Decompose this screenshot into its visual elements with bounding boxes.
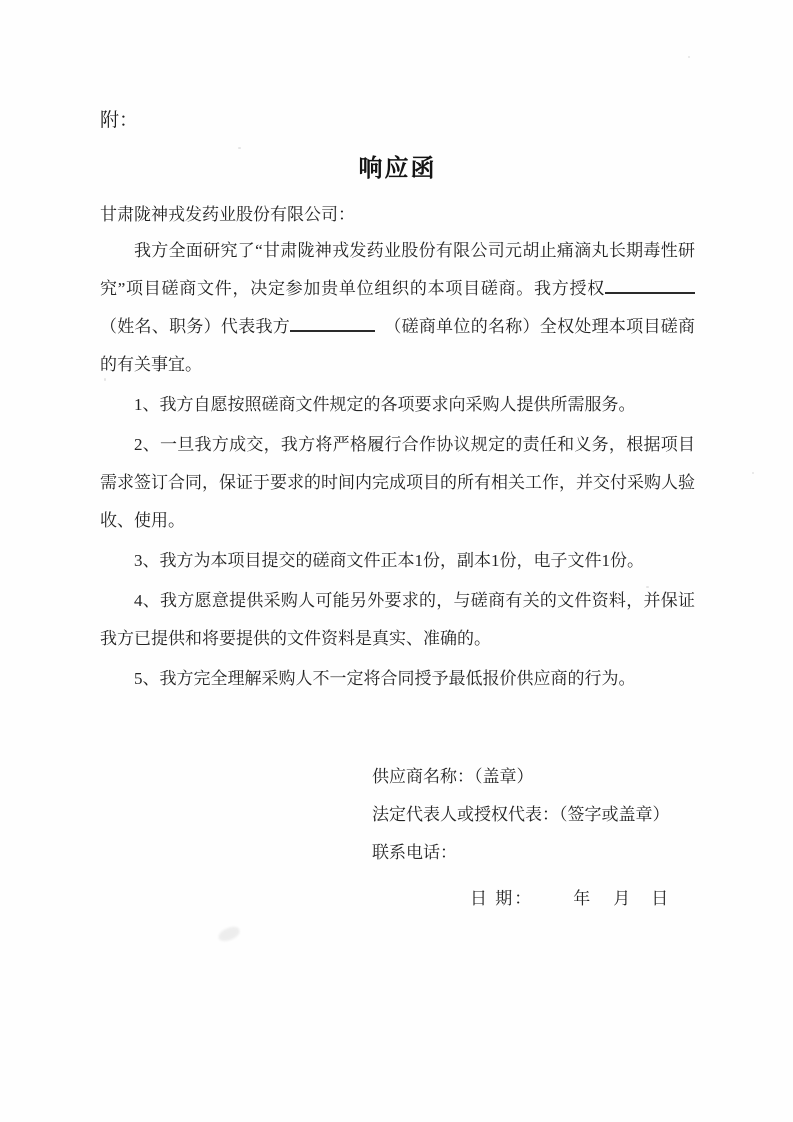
scan-speck bbox=[361, 643, 363, 645]
supplier-name-line: 供应商名称：（盖章） bbox=[372, 767, 534, 786]
date-label: 日 期： bbox=[470, 889, 534, 908]
legal-representative-line: 法定代表人或授权代表：（签字或盖章） bbox=[372, 805, 670, 824]
list-item-4: 4、我方愿意提供采购人可能另外要求的，与磋商有关的文件资料，并保证我方已提供和将要提供的文件资料是真实、准确的。 bbox=[100, 591, 695, 648]
intro-paragraph bbox=[100, 232, 695, 384]
contact-phone-line: 联系电话： bbox=[372, 843, 457, 862]
scan-speck bbox=[646, 586, 649, 588]
scan-smudge bbox=[217, 925, 242, 943]
document-title: 响应函 bbox=[358, 155, 437, 182]
list-item-2: 2、一旦我方成交，我方将严格履行合作协议规定的责任和义务，根据项目需求签订合同，保证于要求的时间内完成项目的所有相关工作，并交付采购人验收、使用。 bbox=[100, 435, 695, 530]
signature-block bbox=[372, 758, 695, 872]
scan-speck bbox=[238, 147, 241, 149]
scan-speck bbox=[688, 56, 690, 58]
date-year-label: 年 bbox=[573, 889, 593, 908]
addressee-line: 甘肃陇神戎发药业股份有限公司： bbox=[100, 205, 355, 224]
blank-supplier-name bbox=[290, 316, 375, 332]
scan-speck bbox=[520, 252, 522, 254]
intro-text-after-blank2: （磋商单位的名称）全权处理本项目磋商的有关事宜。 bbox=[100, 317, 696, 374]
document-content bbox=[100, 0, 695, 918]
blank-authorized-person bbox=[605, 278, 695, 294]
list-item-3: 3、我方为本项目提交的磋商文件正本1份，副本1份，电子文件1份。 bbox=[134, 551, 644, 570]
intro-text-before-blank1: 我方全面研究了“甘肃陇神戎发药业股份有限公司元胡止痛滴丸长期毒性研究”项目磋商文件，决定参加贵单位组织的本项目磋商。我方授权 bbox=[100, 241, 695, 298]
date-month-label: 月 bbox=[613, 889, 633, 908]
list-item-5: 5、我方完全理解采购人不一定将合同授予最低报价供应商的行为。 bbox=[134, 669, 636, 688]
date-day-label: 日 bbox=[651, 889, 671, 908]
date-line bbox=[470, 880, 695, 918]
scan-speck bbox=[104, 378, 106, 381]
scan-speck bbox=[752, 472, 754, 474]
attachment-label: 附： bbox=[100, 110, 139, 131]
list-item-1: 1、我方自愿按照磋商文件规定的各项要求向采购人提供所需服务。 bbox=[134, 395, 636, 414]
intro-text-between-blanks: （姓名、职务）代表我方 bbox=[100, 317, 291, 336]
